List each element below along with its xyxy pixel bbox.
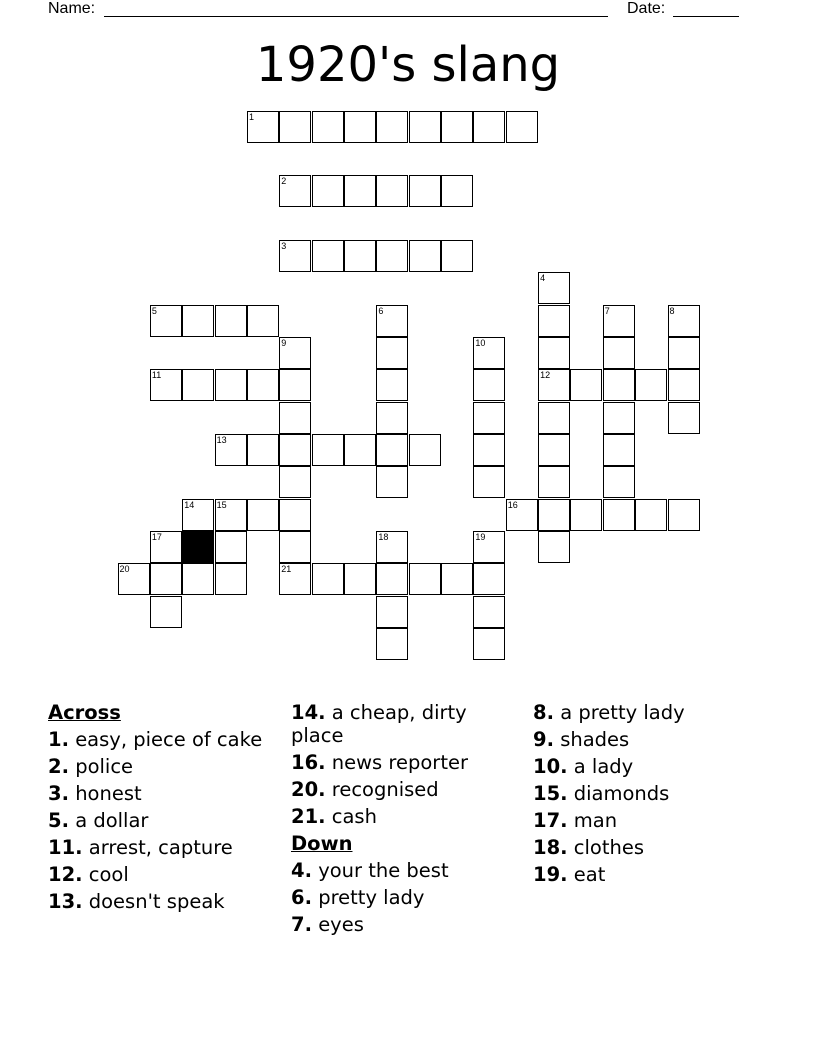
grid-cell[interactable] [215,499,247,531]
cell-number: 1 [248,111,254,122]
clue-column-2 [291,701,521,940]
grid-cell[interactable] [312,563,344,595]
grid-cell[interactable] [150,369,182,401]
clue-text: arrest, capture [88,836,233,859]
across-clue [48,755,278,778]
clue-text: diamonds [573,782,670,805]
cell-number: 12 [540,370,551,381]
grid-cell[interactable] [376,563,408,595]
grid-cell[interactable] [473,337,505,369]
grid-cell[interactable] [247,305,279,337]
grid-cell[interactable] [635,499,667,531]
clue-text: your the best [318,859,449,882]
grid-cell[interactable] [376,466,408,498]
grid-cell[interactable] [668,402,700,434]
across-clue [48,809,278,832]
grid-cell[interactable] [570,499,602,531]
grid-cell[interactable] [344,240,376,272]
down-clue [291,886,521,909]
clue-number: 17. [533,809,568,832]
clue-text: eyes [318,913,364,936]
grid-cell[interactable] [473,402,505,434]
clue-number: 15. [533,782,568,805]
down-clue [533,755,763,778]
grid-cell[interactable] [344,563,376,595]
clue-number: 8. [533,701,554,724]
down-clue [291,913,521,936]
cell-number: 9 [281,338,287,348]
blocked-cell [182,531,214,563]
grid-cell[interactable] [376,337,408,369]
clue-number: 16. [291,751,326,774]
grid-cell[interactable] [150,531,182,563]
down-clue [533,836,763,859]
cell-number: 6 [378,305,384,316]
clue-number: 5. [48,809,69,832]
grid-cell[interactable] [473,369,505,401]
grid-cell[interactable] [668,305,700,337]
clue-number: 21. [291,805,326,828]
grid-cell[interactable] [473,563,505,595]
cell-number: 8 [669,305,675,316]
clue-number: 12. [48,863,83,886]
clue-number: 6. [291,886,312,909]
grid-cell[interactable] [247,499,279,531]
across-clue [48,836,278,859]
grid-cell[interactable] [312,175,344,207]
clue-text: honest [75,782,142,805]
grid-cell[interactable] [312,111,344,143]
grid-cell[interactable] [182,369,214,401]
grid-cell[interactable] [603,434,635,466]
grid-cell[interactable] [215,563,247,595]
clue-number: 7. [291,913,312,936]
down-clue [291,859,521,882]
clue-number: 14. [291,701,326,724]
grid-cell[interactable] [279,369,311,401]
grid-cell[interactable] [603,402,635,434]
grid-cell[interactable] [538,434,570,466]
grid-cell[interactable] [441,240,473,272]
down-heading: Down [291,832,353,855]
down-clue [533,782,763,805]
grid-cell[interactable] [247,111,279,143]
across-clue [291,751,521,774]
cell-number: 11 [151,370,162,381]
across-clue [291,805,521,828]
clue-text: clothes [573,836,644,859]
grid-cell[interactable] [538,402,570,434]
grid-cell[interactable] [441,563,473,595]
clue-number: 2. [48,755,69,778]
clue-text: cool [88,863,129,886]
clue-text: pretty lady [318,886,425,909]
grid-cell[interactable] [603,305,635,337]
grid-cell[interactable] [215,434,247,466]
grid-cell[interactable] [279,337,311,369]
grid-cell[interactable] [279,466,311,498]
grid-cell[interactable] [376,531,408,563]
grid-cell[interactable] [441,111,473,143]
cell-number: 20 [119,564,130,575]
grid-cell[interactable] [409,563,441,595]
clue-text: a pretty lady [560,701,685,724]
clue-text: recognised [331,778,439,801]
grid-cell[interactable] [538,531,570,563]
cell-number: 5 [151,305,157,316]
grid-cell[interactable] [538,369,570,401]
down-clue [533,809,763,832]
grid-cell[interactable] [279,531,311,563]
clue-list [48,701,768,961]
grid-cell[interactable] [538,499,570,531]
grid-cell[interactable] [473,596,505,628]
grid-cell[interactable] [473,628,505,660]
cell-number: 14 [184,499,195,510]
down-clue [533,728,763,751]
across-clue [48,728,278,751]
grid-cell[interactable] [603,466,635,498]
clue-text: eat [573,863,606,886]
grid-cell[interactable] [409,434,441,466]
down-clue [533,701,763,724]
grid-cell[interactable] [344,111,376,143]
across-clue [48,863,278,886]
grid-cell[interactable] [538,305,570,337]
grid-cell[interactable] [603,369,635,401]
clue-column-3 [533,701,763,890]
grid-cell[interactable] [215,305,247,337]
across-clue [291,778,521,801]
clue-number: 13. [48,890,83,913]
grid-cell[interactable] [279,111,311,143]
clue-number: 4. [291,859,312,882]
grid-cell[interactable] [150,563,182,595]
grid-cell[interactable] [635,369,667,401]
grid-cell[interactable] [150,596,182,628]
grid-cell[interactable] [344,175,376,207]
cell-number: 17 [151,532,162,543]
grid-cell[interactable] [215,369,247,401]
grid-cell[interactable] [376,175,408,207]
across-clue [48,890,278,913]
grid-cell[interactable] [279,240,311,272]
grid-cell[interactable] [473,111,505,143]
grid-cell[interactable] [668,337,700,369]
grid-cell[interactable] [376,240,408,272]
grid-cell[interactable] [441,175,473,207]
clue-text: news reporter [331,751,468,774]
grid-cell[interactable] [279,563,311,595]
grid-cell[interactable] [603,337,635,369]
clue-number: 9. [533,728,554,751]
clue-number: 11. [48,836,83,859]
grid-cell[interactable] [344,434,376,466]
grid-cell[interactable] [376,628,408,660]
grid-cell[interactable] [182,305,214,337]
grid-cell[interactable] [376,434,408,466]
cell-number: 21 [281,564,292,575]
grid-cell[interactable] [668,369,700,401]
clue-number: 19. [533,863,568,886]
grid-cell[interactable] [506,499,538,531]
grid-cell[interactable] [473,434,505,466]
cell-number: 10 [475,338,486,348]
grid-cell[interactable] [603,499,635,531]
grid-cell[interactable] [247,369,279,401]
clue-text: a lady [573,755,634,778]
clue-text: shades [560,728,630,751]
grid-cell[interactable] [409,175,441,207]
grid-cell[interactable] [376,305,408,337]
grid-cell[interactable] [376,369,408,401]
cell-number: 13 [216,435,227,446]
grid-cell[interactable] [570,369,602,401]
clue-number: 10. [533,755,568,778]
grid-cell[interactable] [376,111,408,143]
clue-text: cash [331,805,377,828]
across-clue [48,782,278,805]
grid-cell[interactable] [279,175,311,207]
clue-text: police [75,755,134,778]
grid-cell[interactable] [312,240,344,272]
grid-cell[interactable] [376,596,408,628]
across-heading: Across [48,701,121,724]
grid-cell[interactable] [668,499,700,531]
cell-number: 2 [281,176,287,187]
grid-cell[interactable] [215,531,247,563]
grid-cell[interactable] [376,402,408,434]
grid-cell[interactable] [409,111,441,143]
grid-cell[interactable] [538,337,570,369]
clue-number: 1. [48,728,69,751]
cell-number: 3 [281,240,287,251]
grid-cell[interactable] [182,499,214,531]
grid-cell[interactable] [279,402,311,434]
grid-cell[interactable] [118,563,150,595]
date-label: Date: [627,0,666,17]
grid-cell[interactable] [150,305,182,337]
clue-text: doesn't speak [88,890,225,913]
clue-number: 3. [48,782,69,805]
grid-cell[interactable] [538,466,570,498]
grid-cell[interactable] [182,563,214,595]
clue-text: a dollar [75,809,149,832]
grid-cell[interactable] [473,531,505,563]
clue-column-1 [48,701,278,917]
grid-cell[interactable] [247,434,279,466]
across-clue [291,701,521,747]
grid-cell[interactable] [473,466,505,498]
cell-number: 15 [216,499,227,510]
grid-cell[interactable] [409,240,441,272]
clue-number: 20. [291,778,326,801]
name-label: Name: [48,0,96,17]
clue-text: a cheap, dirty place [291,701,467,747]
cell-number: 4 [540,273,546,284]
clue-text: easy, piece of cake [75,728,263,751]
grid-cell[interactable] [312,434,344,466]
cell-number: 16 [507,499,518,510]
grid-cell[interactable] [279,499,311,531]
grid-cell[interactable] [506,111,538,143]
clue-number: 18. [533,836,568,859]
cell-number: 19 [475,532,486,543]
cell-number: 7 [604,305,610,316]
puzzle-title: 1920's slang [255,37,561,93]
down-clue [533,863,763,886]
cell-number: 18 [378,532,389,543]
clue-text: man [573,809,618,832]
grid-cell[interactable] [279,434,311,466]
grid-cell[interactable] [538,272,570,304]
